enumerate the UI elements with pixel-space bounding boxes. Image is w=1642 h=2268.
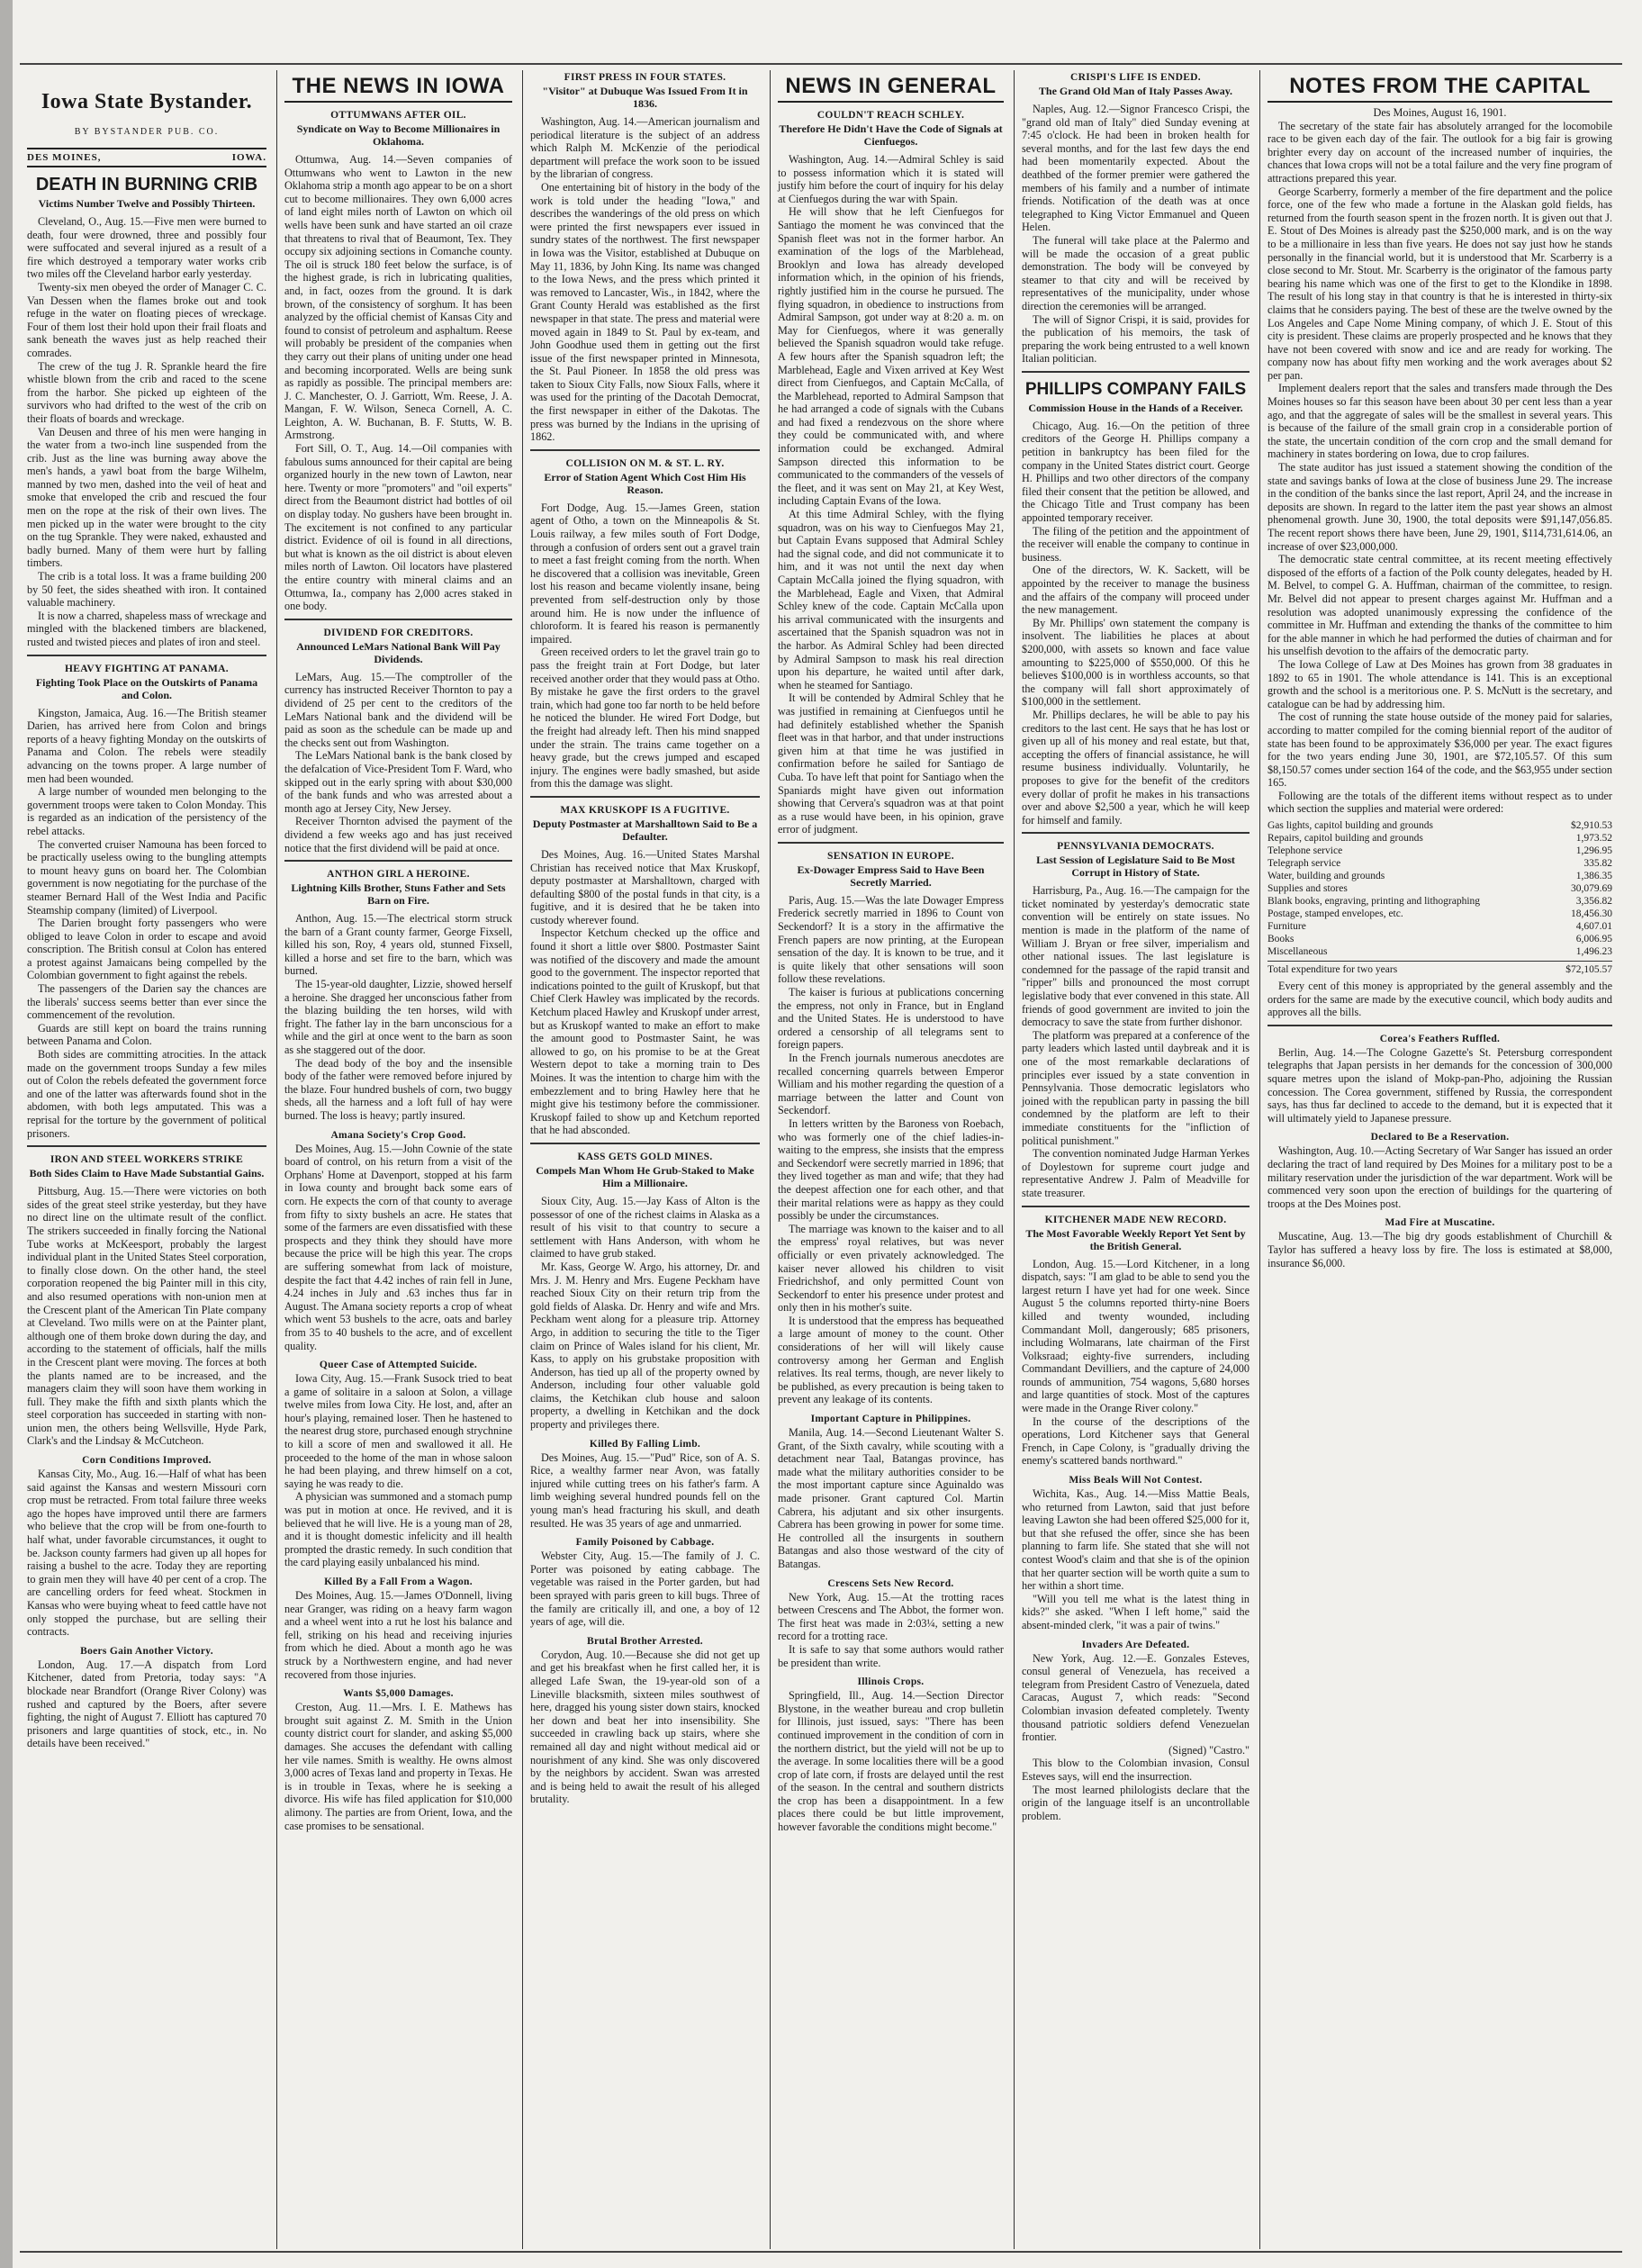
headline: Killed By a Fall From a Wagon. [324,1577,473,1587]
table-row [1268,845,1612,857]
subhead: "Visitor" at Dubuque Was Issued From It in 1836. [542,85,748,110]
row-label: Telegraph service [1268,858,1341,870]
subhead: Therefore He Didn't Have the Code of Signals at Cienfuegos. [779,122,1003,148]
row-label: Gas lights, capitol building and grounds [1268,820,1433,832]
paragraph: The state auditor has just issued a statement showing the condition of the state and savings banks of Iowa at the close of business June 29. The increase in the condition of the banks since the last report, April 24, and the increase in deposits are shown. In regard to the latter item the past year shows an almost phenomenal growth. June 30, 1900, the total deposits were $91,147,056.85. The recent report shows there have been, June 29, 1901, $114,731,614.06, an increase of over $23,000,000. [1268,461,1612,553]
paragraph: Webster City, Aug. 15.—The family of J. C. Porter was poisoned by eating cabbage. The vegetable was raised in the Porter garden, but had been sprayed with paris green to kill bugs. Three of the family are critically ill, and one, a boy of 12 years of age, will die. [530,1550,760,1629]
paragraph: The crib is a total loss. It was a frame building 200 by 50 feet, the sides sheathed with iron. It contained valuable machinery. [27,570,266,610]
signature-line: (Signed) "Castro." [1168,1743,1250,1757]
column-6 [1259,70,1619,2249]
paragraph: The LeMars National bank is the bank closed by the defalcation of Vice-President Tom F. Ward, who skipped out in the early spring with about $30,000 of the bank funds and who was arrested about a month ago at Jersey City, New Jersey. [284,749,512,815]
paragraph: The dead body of the boy and the insensible body of the father were removed before injured by the blaze. Four hundred bushels of corn, two buggy sheds, all the harness and a loft full of hay were burned. The loss is heavy; partly insured. [284,1056,512,1122]
headline: Queer Case of Attempted Suicide. [319,1360,478,1371]
divider [530,449,760,451]
subhead: The Grand Old Man of Italy Passes Away. [1038,85,1233,97]
subhead: Last Session of Legislature Said to Be Most Corrupt in History of State. [1036,854,1235,880]
row-label: Furniture [1268,921,1306,933]
paragraph: At this time Admiral Schley, with the flying squadron, was on his way to Cienfuegos May 21, but Captain Evans supposed that Admiral Schley had the signal code, and did not communicate it to him, and it was not until the next day when Captain McCalla joined the flying squadron, with the Marblehead, Eagle and Vixen, that Admiral Schley knew of the code. Captain McCalla upon his arrival communicated with the insurgents and ascertained that the Spanish squadron was not in the harbor. As Admiral Schley had been directed by Admiral Sampson to mask his real direction upon his departure, he waited until after dark, when he steamed for Santiago. [778,508,1004,691]
paragraph: Green received orders to let the gravel train go to pass the freight train at Fort Dodge, but later received another order that they would pass at Otho. By mistake he gave the first orders to the gravel train, which had gone too far north to be held before he noticed the blunder. He wired Fort Dodge, but the freight had already left. Then his mind snapped under the strain. The trains came together on a heavy grade, but the crews jumped and escaped injury. The engines were badly smashed, but aside from this the damage was slight. [530,646,760,791]
masthead-city: DES MOINES, [27,152,102,163]
paragraph: The converted cruiser Namouna has been forced to be practically useless owing to the bungling attempts to mount heavy guns on board her. The Colombian government is now negotiating for the purchase of the steamer Bernard Hall of the West India and Pacific Steamship company (limited) of Liverpool. [27,837,266,917]
paragraph: It is safe to say that some authors would rather be president than write. [778,1642,1004,1669]
paragraph: Wichita, Kas., Aug. 14.—Miss Mattie Beals, who returned from Lawton, said that just before leaving Lawton she had been offered $25,000 for it, but that she refused the offer, since she has been planning to farm life. She stated that she will not contest Wood's claim and that she is of the opinion that her quarter section will be worth quite a sum to her within a short time. [1022,1487,1250,1593]
paragraph: Muscatine, Aug. 13.—The big dry goods establishment of Churchill & Taylor has suffered a heavy loss by fire. The loss is estimated at $8,000, insurance $6,000. [1268,1230,1612,1270]
subhead: Fighting Took Place on the Outskirts of Panama and Colon. [35,675,258,701]
column-5 [1014,70,1257,2249]
headline: IRON AND STEEL WORKERS STRIKE [50,1154,244,1166]
paragraph: One entertaining bit of history in the body of the work is told under the heading "Iowa," and describes the wanderings of the old press on which were printed the first newspapers ever issued in sundry states of the northwest. The first newspaper in Iowa was the Visitor, established at Dubuque on May 11, 1836, by John King. Its name was changed to the Iowa News, and the press which printed it was removed to Lancaster, Wis., in 1842, where the Grant County Herald was established as the first newspaper in that state. The press and material were moved again in 1849 to St. Paul by ex-team, and John Goodhue used them in getting out the first issue of the first newspaper printed in Minnesota, the St. Paul Pioneer. In 1858 the old press was taken to Sioux City Falls, now Sioux Falls, where it was used for the printing of the Dacotah Democrat, the first newspaper in either of the Dakotas. The press was burned by the Indians in the uprising of 1862. [530,180,760,444]
headline: Invaders Are Defeated. [1081,1639,1190,1650]
masthead-dateline [27,148,266,167]
divider [1022,832,1250,834]
paragraph: Fort Sill, O. T., Aug. 14.—Oil companies with fabulous sums announced for their capital are being organized hourly in the new town of Lawton, near here. Twenty or more "promoters" and "oil experts" direct from the Beaumont district had bottles of oil on display today. No gushers have been brought in. The excitement is not confined to any particular district. Evidence of oil is found in all directions, but what is known as the oil district is about eleven miles north of Lawton. Oil locators have plastered the entire country with mineral claims and an Ottumwa, Ia., company has 2,000 acres staked in one body. [284,442,512,613]
headline: KASS GETS GOLD MINES. [577,1151,713,1162]
column-4 [770,70,1011,2249]
newspaper-page [20,70,1622,2249]
paragraph: The will of Signor Crispi, it is said, provides for the publication of his memoirs, the task of preparing the work being entrusted to a well known Italian politician. [1022,312,1250,366]
paragraph: London, Aug. 15.—Lord Kitchener, in a long dispatch, says: "I am glad to be able to send you the largest return I have yet had for one week. Since August 5 the columns reported thirty-nine Boers killed and twenty wounded, including Commandant Moll, dangerously; 685 prisoners, including Wolmarans, late chairman of the First Volksraad; eighty-five surrenders, including Commandant Devilliers, and the capture of 24,000 rounds of ammunition, 754 wagons, 5,680 horses and large quantities of stock. Most of the captures were made in the Orange River colony." [1022,1257,1250,1415]
divider [27,655,266,656]
bottom-rule [20,2251,1622,2253]
paragraph: Washington, Aug. 14.—American journalism and periodical literature is the subject of an address which Ralph M. McKenzie of the periodical department will preface the work soon to be issued by the librarian of congress. [530,115,760,181]
paragraph: Every cent of this money is appropriated by the general assembly and the orders for the same are made by the executive council, which body audits and approves all the bills. [1268,980,1612,1019]
top-rule [20,63,1622,65]
paragraph: By Mr. Phillips' own statement the company is insolvent. The liabilities he places at about $200,000, with assets so known and face value amounting to $225,000 of $550,000. Of this he believes $100,000 is in worthless accounts, so that the company will fall short approximately of $100,000 in the settlement. [1022,616,1250,709]
row-value: 6,006.95 [1575,934,1612,945]
headline: KITCHENER MADE NEW RECORD. [1044,1214,1227,1225]
paragraph: The Darien brought forty passengers who were obliged to leave Colon in order to escape and avoid conscription. The British consul at Colon has entered a protest against Jamaicans being compelled by the Colombian government to fight against the rebels. [27,917,266,982]
headline: Family Poisoned by Cabbage. [575,1537,715,1549]
paragraph: Both sides are committing atrocities. In the attack made on the government troops Sunday a few miles out of Colon the rebels defeated the government force and one of the latter was afterwards found shot in the abdomen, with both legs amputated. This was a reprisal for the torture by the government of political prisoners. [27,1048,266,1140]
paragraph: A large number of wounded men belonging to the government troops were taken to Colon Monday. This is regarded as an indication of the persistency of the rebel attacks. [27,785,266,837]
paragraph: The 15-year-old daughter, Lizzie, showed herself a heroine. She dragged her unconscious father from the blazing building the ten horses, wild with fright. The father lay in the barn unconscious for a while and the girl at once went to the barn as soon as she staggered out of the door. [284,978,512,1057]
subhead: Both Sides Claim to Have Made Substantial Gains. [29,1167,265,1180]
row-label: Repairs, capitol building and grounds [1268,833,1423,845]
paragraph: It will be contended by Admiral Schley that he was justified in remaining at Cienfuegos until he had definitely established whether the Spanish fleet was in that harbor, and that under instructions given him at that time he was justified in confirmation before he sailed for Santiago de Cuba. To have left that point for Santiago when the Spaniards might have given out information showing that Cervera's squadron was at that point as a ruse would have been, in his opinion, grave error of judgment. [778,691,1004,836]
headline: Corea's Feathers Ruffled. [1379,1033,1501,1044]
subhead: Syndicate on Way to Become Millionaires in Oklahoma. [296,122,501,148]
row-label: Miscellaneous [1268,946,1328,958]
headline: OTTUMWANS AFTER OIL. [330,110,466,121]
table-total-row [1268,961,1612,976]
paragraph: Implement dealers report that the sales and transfers made through the Des Moines houses so far this season have been about 30 per cent less than a year ago, and that the aggregate of sales will be the smallest in several years. This is because of the failure of the small grain crop in a considerable portion of the state, the uncertain condition of the corn crop and the small demand for machinery in states bordering on Iowa, due to crop failures. [1268,382,1612,461]
divider [284,860,512,862]
headline: Declared to Be a Reservation. [1370,1132,1510,1143]
paragraph: He will show that he left Cienfuegos for Santiago the moment he was convinced that the Spanish fleet was not in the former harbor. An examination of the logs of the Marblehead, Brooklyn and Iowa has already developed information which, in the opinion of his friends, rightly justified him in the course he pursued. The flying squadron, in obedience to instructions from Admiral Sampson, got under way at 8:20 a. m. on May for Cienfuegos, where it was generally believed the Spanish squadron would take refuge. A few hours after the Spanish squadron left; the Marblehead, Eagle and Vixen arrived at Key West direct from Cienfuegos, and Captain McCalla, of the Marblehead, reported to Admiral Sampson that he had arranged a code of signals with the Cubans and had fixed a rendezvous on the shore where they could be communicated with, and where information could be exchanged. Admiral Sampson directed this information to be communicated to the commanders of the vessels of the fleet, and it was sent on May 21, at Key West, including Captain Evans of the Iowa. [778,205,1004,508]
dateline: Des Moines, August 16, 1901. [1373,106,1507,119]
row-value: 3,356.82 [1575,896,1612,908]
paragraph: The secretary of the state fair has absolutely arranged for the locomobile race to be given each day of the fair. The outlook for a big fair is growing brighter every day on account of the increased number of inquiries, the chances that Iowa crops will not be a total failure and the very fine program of attractions prepared this year. [1268,119,1612,185]
divider [1022,371,1250,373]
paragraph: Guards are still kept on board the trains running between Panama and Colon. [27,1021,266,1048]
headline: Miss Beals Will Not Contest. [1069,1475,1203,1486]
row-value: 30,079.69 [1571,883,1612,895]
divider [530,1143,760,1144]
masthead-state: IOWA. [231,152,266,163]
row-label: Postage, stamped envelopes, etc. [1268,908,1403,920]
subhead: Ex-Dowager Empress Said to Have Been Secretly Married. [797,863,985,889]
paragraph: LeMars, Aug. 15.—The comptroller of the currency has instructed Receiver Thornton to pay a dividend of 25 per cent to the creditors of the LeMars National bank and the dividend will be paid as soon as the schedule can be made up and the checks sent out from Washington. [284,670,512,749]
paragraph: Following are the totals of the different items without respect as to under which section the supplies and material were ordered: [1268,789,1612,816]
paragraph: The crew of the tug J. R. Sprankle heard the fire whistle blown from the crib and raced to the scene from the harbor. She picked up eighteen of the survivors who had drifted to the west of the crib on their floats of boards and wreckage. [27,359,266,425]
paragraph: Van Deusen and three of his men were hanging in the water from a two-inch line suspended from the crib. Just as the line was burning away above the men's hands, a yawl boat from the barge Wilhelm, manned by two men, dashed into the veil of heat and smoke that enveloped the crib and rescued the four men on the rope at the risk of their own lives. The men picked up in the water were brought to the city on the tug Sprankle. They were naked, exhausted and badly burned. Many of them were hurt by falling timbers. [27,425,266,570]
paragraph: Springfield, Ill., Aug. 14.—Section Director Blystone, in the weather bureau and crop bulletin for Illinois, just issued, says: "There has been continued improvement in the condition of corn in the northern district, but the yield will not be up to the average. In some localities there will be a good crop of late corn, if frosts are delayed until the rest of the season. In the central and southern districts the crop has been a disappointment. In a few places there could be but little improvement, however favorable the conditions might become." [778,1689,1004,1834]
paragraph: In letters written by the Baroness von Roebach, who was formerly one of the chief ladies-in-waiting to the empress, she insists that the empress and Seckendorf were secretly married in 1896; that they lived together as man and wife; that they had the deepest affection one for each other, and that their marital relations were as happy as they could possibly be under the circumstances. [778,1116,1004,1223]
masthead [27,90,266,167]
paragraph: Chicago, Aug. 16.—On the petition of three creditors of the George H. Phillips company a petition in bankruptcy has been filed for the company in the United States district court. George H. Phillips and two other directors of the company filed their consent that the petition be allowed, and the Chicago Title and Trust company has been appointed temporary receiver. [1022,419,1250,525]
paragraph: Pittsburg, Aug. 15.—There were victories on both sides of the great steel strike yesterday, but they have no direct line on the ultimate result of the conflict. The strikers succeeded in finally forcing the National Tube works at McKeesport, probably the largest individual plant in the United States Steel corporation, to finally close down. On the other hand, the steel corporation reopened the big Painter mill in this city, and also resumed operations with non-union men at the Crescent plant of the American Tin Plate company at Cleveland. Two mills were on at the Painter plant, although one of them broke down during the day, and according to the statement of officials, half the mills in the Crescent plant were moving. The forces at both the plants named are to be increased, and the managers claim they will soon have them working in full. They make the fifth and sixth plants which the steel corporation has succeeded in starting with non-union men, the others being Wellsville, Hyde Park, Clark's and the Lindsay & McCutcheon. [27,1185,266,1448]
subhead: Victims Number Twelve and Possibly Thirteen. [38,197,256,210]
section-heading: NEWS IN GENERAL [778,70,1004,103]
headline: ANTHON GIRL A HEROINE. [327,869,470,881]
headline: Brutal Brother Arrested. [587,1635,703,1647]
divider [530,796,760,798]
row-label: Books [1268,934,1295,945]
headline: Important Capture in Philippines. [810,1414,971,1425]
paragraph: The Iowa College of Law at Des Moines has grown from 38 graduates in 1892 to 65 in 1901. The whole attendance is 141. This is an exceptional growth and the school is a meritorious one. P. S. McNutt is the secretary, and catalogue can be had by addressing him. [1268,657,1612,710]
subhead: Commission House in the Hands of a Receiver. [1028,401,1243,414]
paragraph: Cleveland, O., Aug. 15.—Five men were burned to death, four were drowned, three and possibly four were suffocated and several injured as a result of a fire which destroyed a temporary water works crib two miles off the Cleveland harbor early yesterday. [27,215,266,281]
paragraph: Receiver Thornton advised the payment of the dividend a few weeks ago and has just received notice that the first dividend will be paid at once. [284,815,512,854]
paragraph: Creston, Aug. 11.—Mrs. I. E. Mathews has brought suit against Z. M. Smith in the Union county district court for slander, and asking $5,000 damages. She accuses the defendant with calling her vile names. Smith is wealthy. He owns almost 3,000 acres of Texas land and property in Texas. He is in trouble in Texas, where he is seeking a divorce. His wife has filed application for $10,000 alimony. The parties are from Orient, Iowa, and the case promises to be sensational. [284,1701,512,1832]
masthead-publisher: BY BYSTANDER PUB. CO. [74,127,220,137]
paragraph: Fort Dodge, Aug. 15.—James Green, station agent of Otho, a town on the Minneapolis & St. Louis railway, a few miles south of Fort Dodge, through a confusion of orders sent out a gravel train to meet a fast freight coming from the north. When he discovered that a collision was inevitable, Green lost his reason and became violently insane, being prevented from self-destruction only by those around him. He is now under the influence of chloroform. It is feared his reason is permanently impaired. [530,501,760,646]
paragraph: Twenty-six men obeyed the order of Manager C. C. Van Dessen when the flames broke out and took refuge in the water on floating pieces of wreckage. Four of them lost their hold upon their frail floats and sank beneath the waves just as help reached their comrades. [27,280,266,359]
row-value: $2,910.53 [1571,820,1612,832]
paragraph: The kaiser is furious at publications concerning the empress, not only in France, but in England and the United States. He is understood to have ordered a censorship of all telegrams sent to foreign papers. [778,986,1004,1052]
paragraph: Kansas City, Mo., Aug. 16.—Half of what has been said against the Kansas and western Missouri corn crop must be retracted. From total failure three weeks ago the hopes have improved until there are farmers who believe that the crop will be from one-fourth to half what, under favorable circumstances, it ought to be. Jackson county farmers had given up all hopes for raising a bushel to the acre. Today they are reporting to grain men they will have 40 per cent of a crop. The are cancelling orders for feed wheat. Stockmen in Kansas who were buying wheat to feed cattle have not only stopped the purchase, but are selling their contracts. [27,1468,266,1639]
column-1 [20,70,274,2249]
paragraph: It is now a charred, shapeless mass of wreckage and mingled with the blackened timbers are blackened, rusted and twisted pieces and plates of iron and steel. [27,609,266,648]
headline: SENSATION IN EUROPE. [827,850,954,862]
paragraph: Iowa City, Aug. 15.—Frank Susock tried to beat a game of solitaire in a saloon at Solon, a village twelve miles from Iowa City. He lost, and, after an hour's playing, remained loser. Then he hastened to the nearest drug store, purchased enough strychnine to kill a score of men and swallowed it all. He proceeded to the home of the man in whose saloon he had been playing, and threw himself on a cot, saying he was ready to die. [284,1372,512,1490]
headline: CRISPI'S LIFE IS ENDED. [1070,72,1201,83]
scan-margin [0,0,13,2268]
section-heading: THE NEWS IN IOWA [284,70,512,103]
paragraph: Inspector Ketchum checked up the office and found it short a little over $800. Postmaster Saint was notified of the discovery and made the amount good to the government. The inspector reported that indications pointed to the guilt of Kruskopf, but that Chief Clerk Hawley was implicated by the records. Ketchum placed Hawley and Kruskopf under arrest, but as Kruskopf wanted to make an effort to make the amount good to Postmaster Saint, he was allowed to go, on his promise to be at the Great Western depot to take a morning train to Des Moines. It was the intention to charge him with the embezzlement and to bring Hawley here that he might give his testimony before the commissioner. Kruskopf failed to show up and Ketchum reported that he had absconded. [530,926,760,1137]
paragraph: Kingston, Jamaica, Aug. 16.—The British steamer Darien, has arrived here from Colon and brings reports of a heavy fighting Monday on the outskirts of Panama and Colon. The rebels were steadily advancing on the towns proper. A large number of men had been wounded. [27,706,266,785]
headline: COULDN'T REACH SCHLEY. [816,110,965,121]
paragraph: Corydon, Aug. 10.—Because she did not get up and get his breakfast when he first called her, it is alleged Lafe Swan, the 19-year-old son of a Lineville blacksmith, sixteen miles southwest of here, dragged his young sister down stairs, knocked her down and beat her into insensibility. She succeeded in crawling back up stairs, where she remained all day and night without medical aid or nourishment of any kind. She was only discovered by the neighbors by accident. Swan was arrested and is being held to await the result of his alleged brutality. [530,1648,760,1806]
paragraph: The funeral will take place at the Palermo and will be made the occasion of a great public demonstration. The body will be conveyed by steamer to that city and will be received by representatives of the municipality, under whose direction the ceremonies will be arranged. [1022,233,1250,312]
paragraph: Harrisburg, Pa., Aug. 16.—The campaign for the ticket nominated by yesterday's democratic state convention will be entirely on state issues. No mention is made in the platform of the name of William J. Bryan or free silver, imperialism and other national issues. The last legislature is condemned for the passage of the rapid transit and "ripper" bills and pronounced the most corrupt legislative body that ever convened in this state. All friends of good government are invited to join the democracy to save the state from further dishonor. [1022,884,1250,1029]
headline: Mad Fire at Muscatine. [1385,1217,1495,1229]
row-label: Blank books, engraving, printing and lithographing [1268,896,1481,908]
paragraph: Manila, Aug. 14.—Second Lieutenant Walter S. Grant, of the Sixth cavalry, while scouting with a detachment near Taal, Batangas province, has made what the military authorities consider to be the most important capture since Aguinaldo was made prisoner. Grant captured Col. Martin Cabrera, his adjutant and six other insurgents. Cabrera has been growing in power for some time. He controlled all the insurgents in southern Batangas and also those westward of the city of Batangas. [778,1426,1004,1570]
row-value: 1,973.52 [1575,833,1612,845]
headline: HEAVY FIGHTING AT PANAMA. [65,663,229,674]
table-row [1268,832,1612,845]
headline: Amana Society's Crop Good. [330,1129,466,1141]
paragraph: This blow to the Colombian invasion, Consul Esteves says, will end the insurrection. [1022,1757,1250,1783]
paragraph: The marriage was known to the kaiser and to all the empress' royal relatives, but was never officially or even privately acknowledged. The kaiser never allowed his children to visit Friedrichshof, and only permitted Count von Seckendorf to enter his presence under protest and only then in his mother's suite. [778,1222,1004,1315]
headline: Illinois Crops. [857,1676,925,1688]
table-row [1268,857,1612,870]
headline: FIRST PRESS IN FOUR STATES. [564,72,726,83]
paragraph: In the French journals numerous anecdotes are recalled concerning quarrels between Emperor William and his mother regarding the question of a marriage between the latter and Count von Seckendorf. [778,1052,1004,1117]
column-2 [276,70,519,2249]
divider [1268,1025,1612,1026]
paragraph: The most learned philologists declare that the origin of the language itself is an uncontrollable problem. [1022,1783,1250,1822]
paragraph: The passengers of the Darien say the chances are the liberals' success seems better than ever since the commencement of the revolution. [27,982,266,1022]
headline: DIVIDEND FOR CREDITORS. [323,627,474,638]
paragraph: The convention nominated Judge Harman Yerkes of Doylestown for supreme court judge and representative Andrew J. Palm of Meadville for state treasurer. [1022,1147,1250,1199]
masthead-title: Iowa State Bystander. [41,90,253,113]
paragraph: The platform was prepared at a conference of the party leaders which lasted until daybreak and it is one of the most remarkable declarations of principles ever issued by a state convention in Pennsylvania. Those democratic legislators who joined with the republican party in passing the bill condemned by the platform are left to their immediate constituents for the "infliction of political punishment." [1022,1028,1250,1147]
section-heading: NOTES FROM THE CAPITAL [1268,70,1612,103]
headline: PHILLIPS COMPANY FAILS [1024,379,1247,399]
divider [778,842,1004,844]
paragraph: A physician was summoned and a stomach pump was put in motion at once. He revived, and it is believed that he will live. He is a young man of 28, and it is thought domestic infelicity and ill health prompted the drastic remedy. In such condition that the card playing easily unbalanced his mind. [284,1490,512,1569]
subhead: Deputy Postmaster at Marshalltown Said to Be a Defaulter. [532,817,758,843]
paragraph: Washington, Aug. 14.—Admiral Schley is said to possess information which it is stated will justify him before the court of inquiry for his delay at Cienfuegos during the war with Spain. [778,153,1004,205]
paragraph: New York, Aug. 12.—E. Gonzales Esteves, consul general of Venezuela, has received a telegram from President Castro of Venezuela, dated Caracas, August 7, which reads: "Second Colombian invasion defeated completely. Twenty thousand patriotic soldiers defend Venezuelan frontier. [1022,1651,1250,1744]
headline: Boers Gain Another Victory. [80,1645,213,1657]
paragraph: Mr. Phillips declares, he will be able to pay his creditors to the last cent. He says that he has lost or given up all of his money and real estate, but that, accepting the offers of financial assistance, he will resume business individually. Voluntarily, he proposes to give for the benefit of the creditors every dollar of profit he makes in his transactions over and above $2,500 a year, which he will keep for himself and family. [1022,708,1250,827]
subhead: Announced LeMars National Bank Will Pay Dividends. [296,639,501,665]
paragraph: One of the directors, W. K. Sackett, will be appointed by the receiver to manage the business and the affairs of the company will proceed under the new management. [1022,564,1250,617]
paragraph: The democratic state central committee, at its recent meeting effectively disposed of the efforts of a faction of the Polk county delegates, headed by H. M. Belvel, to compel G. A. Huffman, chairman of the committee, to resign. Mr. Belvel did not appear to present charges against Mr. Huffman and a resolution was adopted unanimously expressing the confidence of the committee in Mr. Huffman and extending the thanks of the committee to him for the able manner in which he had performed the duties of chairman and for his unselfish devotion to the affairs of the democratic party. [1268,553,1612,658]
paragraph: It is understood that the empress has bequeathed a large amount of money to the count. Other considerations of her will will likely cause controversy among her German and English relatives. Its real terms, though, are never likely to be published, as every precaution is being taken to prevent any leakage of its contents. [778,1314,1004,1406]
paragraph: Des Moines, Aug. 15.—"Pud" Rice, son of A. S. Rice, a wealthy farmer near Avon, was fatally injured while cutting trees on his father's farm. A limb weighing several hundred pounds fell on the young man's head fracturing his skull, and death resulted. He was 35 years of age and unmarried. [530,1450,760,1530]
subhead: Error of Station Agent Which Cost Him His Reason. [544,470,746,496]
table-row [1268,870,1612,882]
table-row [1268,908,1612,920]
row-label: Supplies and stores [1268,883,1348,895]
paragraph: Naples, Aug. 12.—Signor Francesco Crispi, the "grand old man of Italy" died Sunday evening at 7:45 o'clock. He had been in broken health for several months, and for the last few days the end had been momentarily expected. About the deathbed of the former premier were gathered the members of his family and a number of intimate friends. Notification of the death was at once telegraphed to King Victor Emmanuel and Queen Helen. [1022,103,1250,234]
paragraph: George Scarberry, formerly a member of the fire department and the police force, one of the few who made a fortune in the Alaskan gold fields, has returned from the fourth season spent in the frozen north. It is given out that J. E. Stout of Des Moines is already past the $250,000 mark, and is on the way to be a millionaire in less than five years. He does not say just how he stands personally in the financial world, but it is understood that Mr. Scarberry is a close second to Mr. Stout. Mr. Scarberry is the originator of the famous party bearing his name which was one of the first to get to the Klondike in 1898. The result of his long stay in that country is that he is interested in thirty-six claims that he considers paying. The best of these are the twelve owned by the Los Angeles and Cape Nome Mining company, of which J. E. Stout of this city is president. These claims are properly prospected and he knows that they have not been covered with snow and ice and are ready for working. The company now has about fifty men working and the work averages about $2 per pan. [1268,185,1612,382]
headline: Corn Conditions Improved. [82,1455,212,1467]
divider [27,1145,266,1147]
headline: Crescens Sets New Record. [827,1577,954,1589]
total-label: Total expenditure for two years [1268,964,1398,976]
paragraph: "Will you tell me what is the latest thing in kids?" she asked. "When I left home," said the absent-minded clerk, "it was a pair of twins." [1022,1592,1250,1631]
paragraph: In the course of the descriptions of the operations, Lord Kitchener says that General French, in Cape Colony, is "gradually driving the enemy's scattered bands northward." [1022,1414,1250,1468]
row-value: 1,496.23 [1575,946,1612,958]
table-row [1268,920,1612,933]
headline: MAX KRUSKOPF IS A FUGITIVE. [560,804,730,816]
total-value: $72,105.57 [1565,964,1612,976]
column-3 [522,70,767,2249]
headline: PENNSYLVANIA DEMOCRATS. [1057,841,1214,853]
headline: Wants $5,000 Damages. [343,1688,454,1700]
paragraph: Mr. Kass, George W. Argo, his attorney, Dr. and Mrs. J. M. Henry and Mrs. Eugene Peckham have reached Sioux City on their return trip from the gold fields of Alaska. Dr. Henry and wife and Mrs. Peckham went along for a pleasure trip. Attorney Argo, in addition to securing the title to the Tiger claim on Prince of Wales island for his client, Mr. Kass, to apply on his grubstake proposition with Anderson, has tied up all of the property owned by Anderson, including four other valuable gold claims, the Ketchikan club house and saloon property, a dwelling in Ketchikan and the dock property and privileges there. [530,1260,760,1432]
table-row [1268,882,1612,895]
table-row [1268,819,1612,832]
subhead: Lightning Kills Brother, Stuns Father and Sets Barn on Fire. [291,881,506,908]
divider [284,619,512,620]
subhead: The Most Favorable Weekly Report Yet Sent by the British General. [1025,1226,1246,1252]
paragraph: Des Moines, Aug. 16.—United States Marshal Christian has received notice that Max Kruskopf, deputy postmaster at Marshalltown, charged with defaulting $800 of the postal funds in that city, is a fugitive, and it is desired that he be taken into custody wherever found. [530,847,760,926]
row-label: Water, building and grounds [1268,871,1385,882]
table-row [1268,945,1612,958]
paragraph: Berlin, Aug. 14.—The Cologne Gazette's St. Petersburg correspondent telegraphs that Japan persists in her demands for the concession of 300,000 square metres upon the island of Mokp-pan-Pho, adjoining the Russian concession. The Corea government, stiffened by Russia, the correspondent says, has thus far declined to accede to the demand, but it is expected that it will ultimately yield to Japanese pressure. [1268,1045,1612,1125]
paragraph: New York, Aug. 15.—At the trotting races between Crescens and The Abbot, the former won. The first heat was made in 2:03¼, setting a new record for a trotting race. [778,1590,1004,1643]
paragraph: Washington, Aug. 10.—Acting Secretary of War Sanger has issued an order declaring the tract of land required by Des Moines for a military post to be a military reservation under the jurisdiction of the war department. Work will be commenced very soon upon the erection of buildings for the quartering of troops at the Des Moines post. [1268,1144,1612,1210]
paragraph: Sioux City, Aug. 15.—Jay Kass of Alton is the possessor of one of the richest claims in Alaska as a result of his visit to that country to secure a settlement with Hans Anderson, with whom he claimed to have grub staked. [530,1194,760,1261]
headline: Killed By Falling Limb. [589,1438,701,1450]
headline: DEATH IN BURNING CRIB [35,175,258,194]
paragraph: Ottumwa, Aug. 14.—Seven companies of Ottumwans who went to Lawton in the new Oklahoma strip a month ago appear to be on a short cut to become millionaires. They own 6,000 acres of land eight miles north of Lawton on which oil wells have been sunk and have started an oil craze that threatens to rival that of Beaumont, Tex. They occupy six adjoining sections in Comanche county. The oil is struck 180 feet below the surface, is of the highest grade, is rich in lubricating qualities, and, in fact, oozes from the ground. It is dark brown, of the consistency of sorghum. It has been analyzed by the official chemist of Kansas City and found to consist of petroleum and asphaltum. Reese will probably be president of the companies when they carry out their plans of uniting under one head and becoming incorporated. Wells are being sunk as rapidly as possible. The principal members are: J. C. Manchester, O. J. Garriott, Wm. Reese, J. A. Mangan, F. W. Wilson, Seneca Cornell, A. C. Leighton, A. W. Buchanan, B. F. Stutts, W. B. Armstrong. [284,153,512,442]
subhead: Compels Man Whom He Grub-Staked to Make Him a Millionaire. [536,1163,754,1189]
paragraph: Des Moines, Aug. 15.—James O'Donnell, living near Granger, was riding on a heavy farm wagon and a wheel went into a rut he lost his balance and fell, striking on his head and receiving injuries from which he died. About a month ago he was struck by a Northwestern engine, and had never recovered from those injuries. [284,1589,512,1681]
table-row [1268,895,1612,908]
row-value: 335.82 [1583,858,1612,870]
row-value: 1,386.35 [1575,871,1612,882]
row-value: 1,296.95 [1575,845,1612,857]
row-label: Telephone service [1268,845,1343,857]
expenditure-table [1268,819,1612,976]
paragraph: The cost of running the state house outside of the money paid for salaries, according to matter compiled for the coming biennial report of the auditor of state has been found to be approximately $36,000 per year. The exact figures for the two years ending June 30, 1901, are $72,105.57. Of this sum $8,150.57 comes under section 164 of the code, and the $63,955 under section 165. [1268,710,1612,790]
row-value: 4,607.01 [1575,921,1612,933]
paragraph: Des Moines, Aug. 15.—John Cownie of the state board of control, on his return from a visit of the Orphans' Home at Davenport, stopped at his farm in Iowa county and brought back some ears of corn. He expects the corn of that county to average from fifty to sixty bushels an acre. He states that some of the farmers are even dissatisfied with these prospects and they think they should have more because the price will be high this year. The crops are suffering somewhat from lack of moisture, despite the fact that 4.42 inches of rain fell in June, 4.24 inches in July and .63 inches thus far in August. The Amana society reports a crop of wheat which went 53 bushels to the acre, oats and barley from 35 to 40 bushels to the acre, and of excellent quality. [284,1142,512,1352]
paragraph: The filing of the petition and the appointment of the receiver will enable the company to continue in business. [1022,524,1250,564]
headline: COLLISION ON M. & ST. L. RY. [565,457,725,469]
paragraph: Anthon, Aug. 15.—The electrical storm struck the barn of a Grant county farmer, George Fixsell, killed his son, Roy, 4 years old, stunned Fixsell, killed a horse and set fire to the barn, which was burned. [284,912,512,978]
row-value: 18,456.30 [1571,908,1612,920]
table-row [1268,933,1612,945]
paragraph: Paris, Aug. 15.—Was the late Dowager Empress Frederick secretly married in 1896 to Count von Seckendorf? It is a story in the affirmative the French papers are now printing, at the European sensation of the day. It is known to be true, and it is quite likely that other sensations will soon follow these revelations. [778,893,1004,986]
divider [1022,1206,1250,1207]
paragraph: London, Aug. 17.—A dispatch from Lord Kitchener, dated from Pretoria, today says: "A blockade near Brandfort (Orange River Colony) was rushed and captured by the Boers, after severe fighting, the night of August 7. Elliott has captured 70 prisoners and large quantities of stock, etc., in. No details have been received." [27,1658,266,1750]
